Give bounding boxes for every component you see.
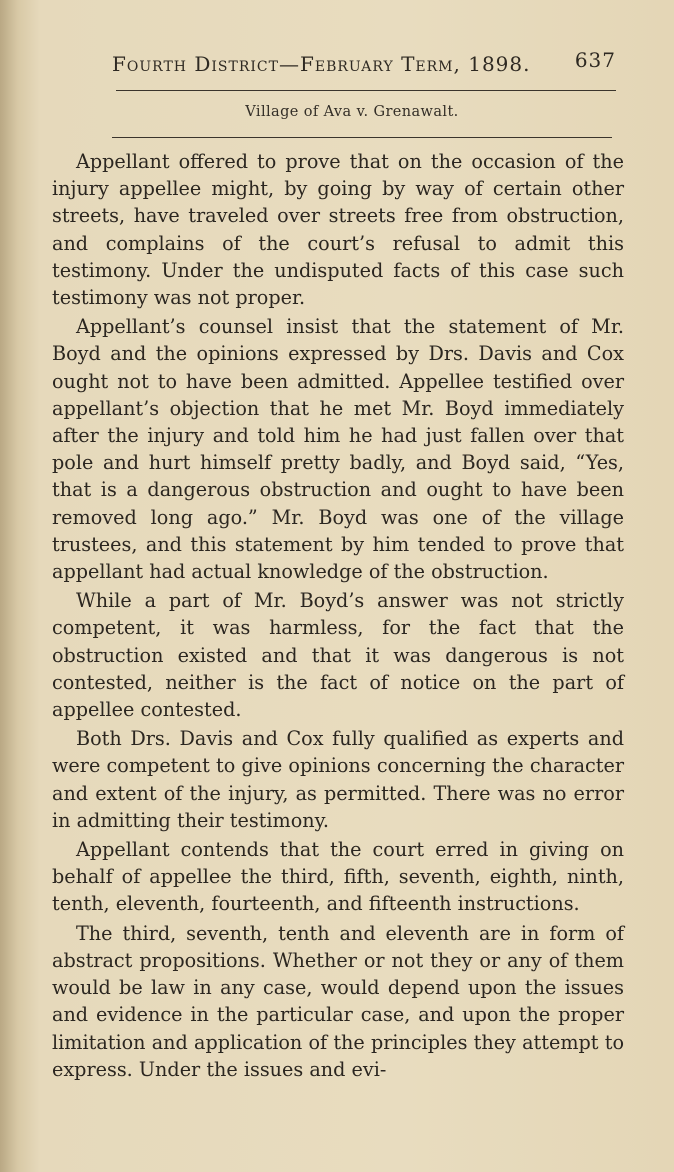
running-header — [112, 48, 622, 78]
case-title-rule — [112, 137, 612, 138]
paragraph: Appellant’s counsel insist that the statement of Mr. Boyd and the opinions expressed by Drs. Davis and Cox ought not to have been admitted. Appellee testified over appellant’s objection that he met Mr. Boyd immediately after the injury and told him he had just fallen over that pole and hurt himself pretty badly, and Boyd said, “Yes, that is a dangerous obstruction and ought to have been removed long ago.” Mr. Boyd was one of the village trustees, and this statement by him tended to prove that appellant had actual knowledge of the obstruction. — [52, 315, 624, 584]
paragraph: While a part of Mr. Boyd’s answer was not strictly competent, it was harmless, for the fact that the obstruction existed and that it was dangerous is not contested, neither is the fact of notice on the part of appellee contested. — [52, 589, 624, 722]
case-title: Village of Ava v. Grenawalt. — [245, 104, 459, 120]
paragraph: Both Drs. Davis and Cox fully qualified as experts and were competent to give opinions concerning the character and extent of the injury, as permitted. There was no error in admitting their testimony. — [52, 727, 624, 832]
paragraph: The third, seventh, tenth and eleventh are in form of abstract propositions. Whether or not they or any of them would be law in any case, would depend upon the issues and evidence in the particular case, and upon the proper limitation and application of the principles they attempt to express. Under the issues and evi- — [52, 921, 624, 1081]
opinion-text — [52, 148, 624, 1085]
page-number: 637 — [574, 48, 616, 72]
paragraph: Appellant contends that the court erred in giving on behalf of appellee the third, fifth, seventh, eighth, ninth, tenth, eleventh, fourteenth, and fifteenth instructions. — [52, 838, 624, 916]
paragraph: Appellant offered to prove that on the occasion of the injury appellee might, by going by way of certain other streets, have traveled over streets free from obstruction, and complains of the court’s refusal to admit this testimony. Under the undisputed facts of this case such testimony was not proper. — [52, 150, 624, 310]
running-header-title: Fourth District—February Term, 1898. — [112, 52, 531, 76]
header-rule — [116, 90, 616, 91]
